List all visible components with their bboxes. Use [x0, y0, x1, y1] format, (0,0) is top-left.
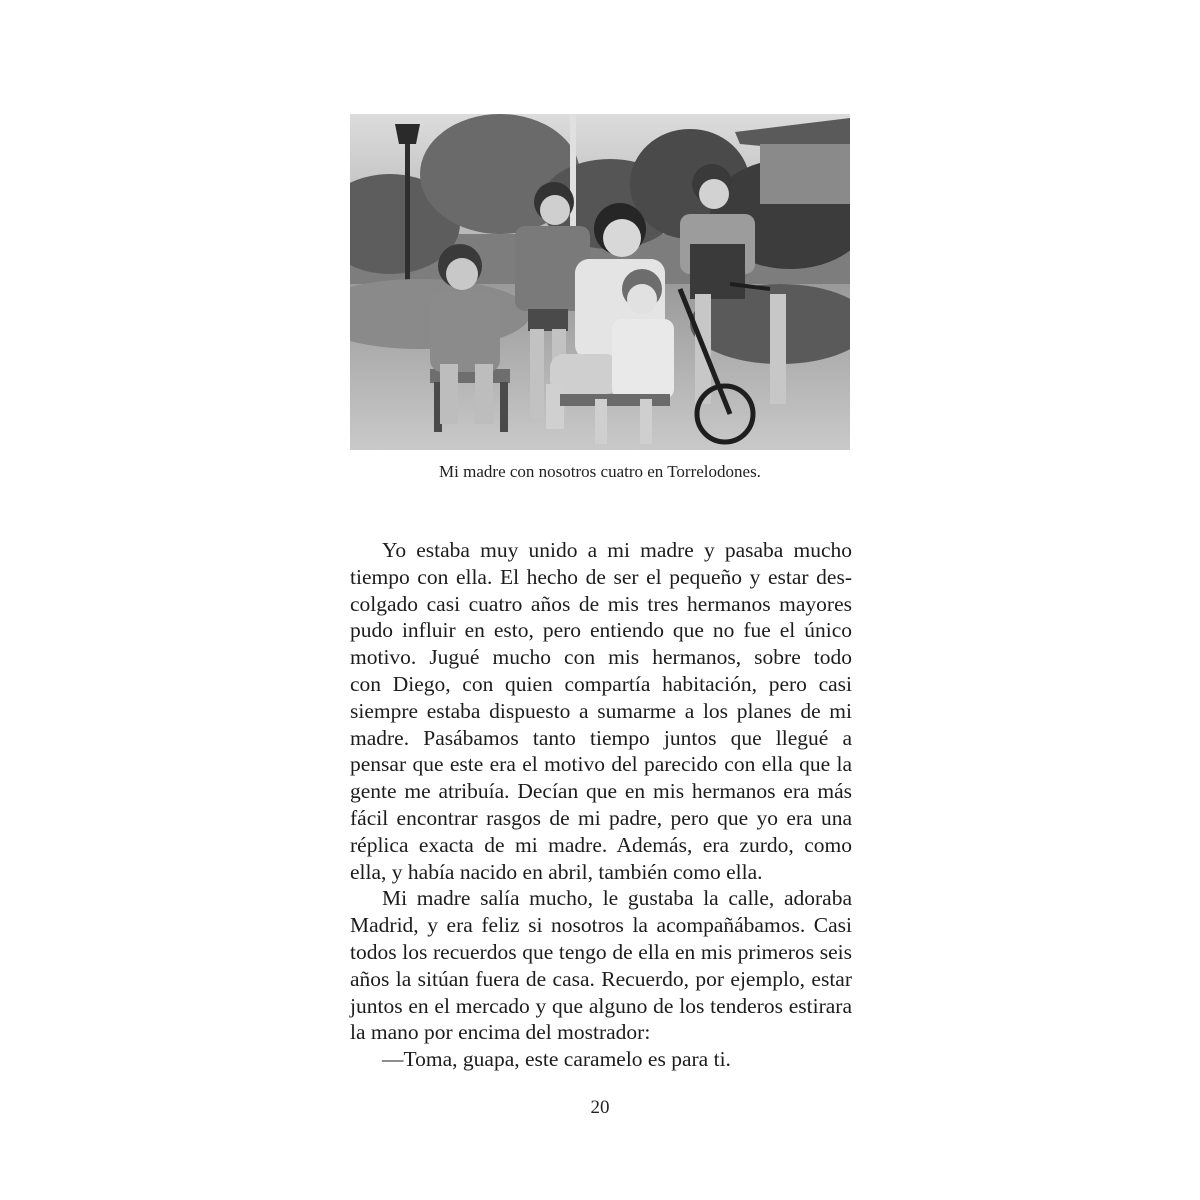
text-line: juntos en el mercado y que alguno de los tenderos estirara: [350, 993, 852, 1018]
text-line: colgado casi cuatro años de mis tres hermanos mayores: [350, 591, 852, 616]
text-line: Yo estaba muy unido a mi madre y pasaba mucho: [382, 538, 852, 562]
family-photo: [350, 114, 850, 450]
text-line: madre. Pasábamos tanto tiempo juntos que llegué a: [350, 725, 852, 750]
text-line: fácil encontrar rasgos de mi padre, pero que yo era una: [350, 805, 852, 830]
page-number: 20: [590, 1097, 610, 1118]
text-line: —Toma, guapa, este caramelo es para ti.: [382, 1047, 731, 1072]
text-line: pensar que este era el motivo del parecido con ella que la: [350, 752, 852, 777]
text-line: réplica exacta de mi madre. Además, era zurdo, como: [350, 832, 852, 857]
text-line: la mano por encima del mostrador:: [350, 1020, 651, 1045]
body-text: [350, 537, 852, 1073]
text-line: todos los recuerdos que tengo de ella en mis primeros seis: [350, 939, 852, 964]
text-line: ella, y había nacido en abril, también como ella.: [350, 859, 763, 884]
photo-image: [350, 114, 850, 450]
text-line: Mi madre salía mucho, le gustaba la calle, adoraba: [382, 886, 852, 911]
text-line: años la sitúan fuera de casa. Recuerdo, por ejemplo, estar: [350, 966, 852, 991]
photo-caption: Mi madre con nosotros cuatro en Torrelodones.: [439, 462, 761, 481]
text-line: tiempo con ella. El hecho de ser el pequeño y estar des-: [350, 564, 852, 589]
text-line: con Diego, con quien compartía habitación, pero casi: [350, 671, 852, 696]
text-line: gente me atribuía. Decían que en mis hermanos era más: [350, 779, 852, 804]
text-line: Madrid, y era feliz si nosotros la acompañábamos. Casi: [350, 913, 852, 938]
text-line: motivo. Jugué mucho con mis hermanos, sobre todo: [350, 645, 852, 670]
text-line: pudo influir en esto, pero entiendo que no fue el único: [350, 618, 852, 643]
text-line: siempre estaba dispuesto a sumarme a los planes de mi: [350, 698, 852, 723]
